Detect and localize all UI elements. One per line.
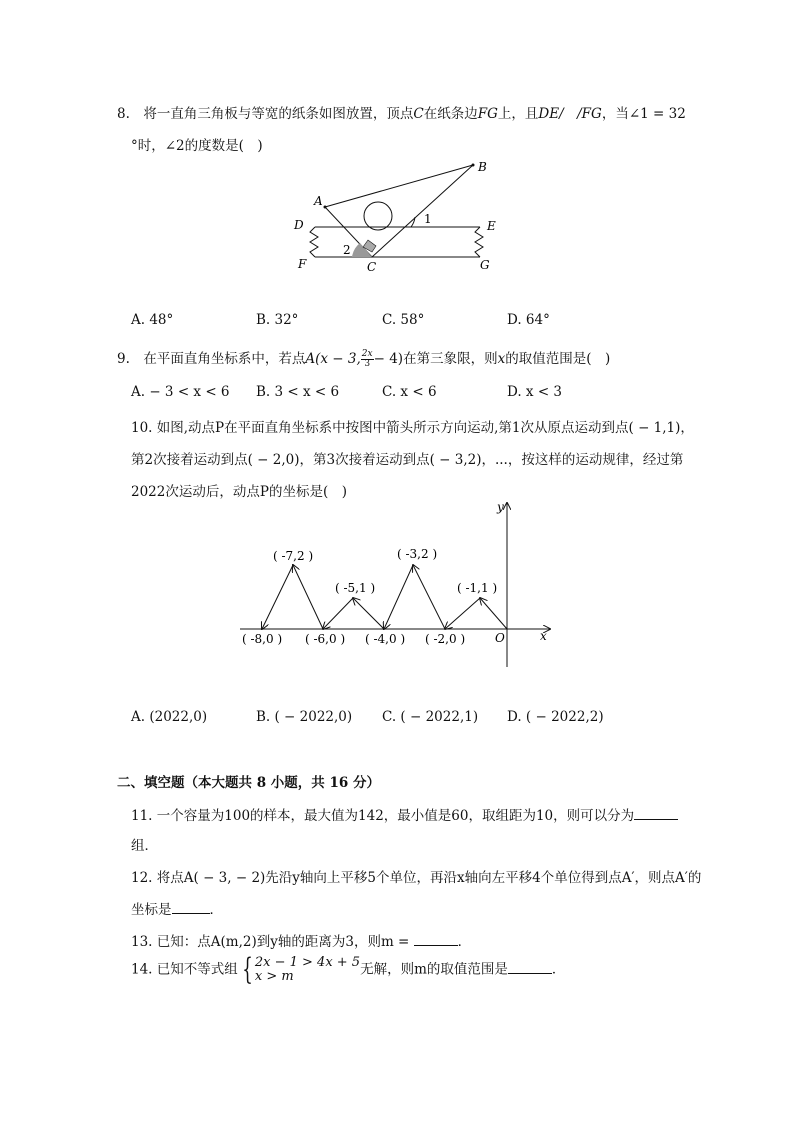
q12-text: ．: [209, 902, 223, 918]
q14-system: [255, 956, 360, 984]
label-point-m1-1: ( -1,1 ): [457, 581, 498, 595]
q9-option-a: A. − 3 < x < 6: [131, 384, 230, 400]
q13-text: 13. 已知：点A(m,2)到y轴的距离为3，则m =: [131, 934, 414, 950]
q12-line2: [131, 898, 223, 918]
q14-text: ．: [551, 961, 566, 978]
q9-point: A(x − 3,: [305, 351, 361, 367]
angle-1-mark: [411, 217, 415, 227]
move-1: [480, 598, 507, 629]
q10-line1: 10. 如图,动点P在平面直角坐标系中按图中箭头所示方向运动,第1次从原点运动到点( − 1,1)，: [131, 420, 694, 436]
q9-option-b: B. 3 < x < 6: [256, 384, 340, 400]
q8-var-fg: FG: [477, 106, 498, 122]
move-4: [384, 565, 413, 629]
q8-option-a: A. 48°: [131, 312, 174, 328]
q9-text: 9. 在平面直角坐标系中，若点: [117, 351, 306, 367]
move-7: [293, 565, 323, 629]
section-heading: 二、填空题（本大题共 8 小题，共 16 分）: [117, 775, 380, 791]
q11-text: 11. 一个容量为100的样本，最大值为142，最小值是60，取组距为10，则可以分为: [131, 808, 635, 824]
q8-option-c: C. 58°: [382, 312, 425, 328]
q13-answer-blank[interactable]: [414, 933, 458, 946]
label-angle-2: 2: [343, 243, 351, 257]
q8-option-b: B. 32°: [256, 312, 299, 328]
q13-text: ．: [457, 934, 472, 950]
move-6: [323, 598, 353, 629]
q9-text: − 4): [373, 351, 404, 367]
label-b: B: [478, 160, 487, 174]
label-e: E: [487, 219, 496, 233]
q11-line1: [131, 804, 678, 824]
q8-line1: [117, 102, 686, 122]
zigzag-right: [475, 227, 483, 257]
q9-option-d: D. x < 3: [507, 384, 563, 400]
move-8: [262, 565, 293, 629]
label-point-m5-1: ( -5,1 ): [335, 581, 376, 595]
q8-text: 8. 将一直角三角板与等宽的纸条如图放置，顶点: [117, 106, 414, 122]
label-f: F: [298, 257, 307, 271]
y-axis-label: y: [497, 500, 504, 514]
q12-text: 坐标是: [131, 902, 172, 918]
zigzag-left: [310, 227, 318, 257]
q10-line2: 第2次接着运动到点( − 2,0)，第3次接着运动到点( − 3,2)，...，按这样的运动规律，经过第: [131, 452, 684, 468]
q8-option-d: D. 64°: [507, 312, 550, 328]
q14-text: 14. 已知不等式组: [131, 961, 238, 978]
q10-line3: 2022次运动后，动点P的坐标是( ): [131, 484, 347, 500]
q10-option-d: D. ( − 2022,2): [507, 709, 604, 725]
q8-text: ，当∠1 = 32: [601, 106, 686, 122]
q8-var-c: C: [413, 106, 424, 122]
label-d: D: [294, 218, 304, 232]
label-point-m4-0: ( -4,0 ): [365, 632, 406, 646]
q11-answer-blank[interactable]: [634, 807, 678, 820]
origin-label: O: [495, 631, 505, 645]
label-point-m3-2: ( -3,2 ): [397, 547, 438, 561]
label-point-m2-0: ( -2,0 ): [425, 632, 466, 646]
q11-line2: 组．: [131, 838, 158, 854]
q8-line2: °时，∠2的度数是( ): [131, 138, 263, 154]
label-angle-1: 1: [424, 212, 432, 226]
label-a: A: [314, 194, 323, 208]
move-5: [353, 598, 384, 629]
q14-brace: {: [242, 952, 253, 987]
point-b: [472, 164, 475, 167]
q9-var-x: x: [497, 351, 506, 367]
q9-text: 的取值范围是( ): [505, 351, 611, 367]
label-g: G: [480, 258, 490, 272]
q14-answer-blank[interactable]: [508, 961, 552, 974]
q10-option-b: B. ( − 2022,0): [256, 709, 353, 725]
triangle-hole: [364, 202, 392, 230]
q9-frac-den: 3: [364, 359, 371, 369]
q14-line: [131, 952, 566, 987]
point-a: [324, 206, 327, 209]
q10-option-a: A. (2022,0): [131, 709, 208, 725]
q8-text: 在纸条边: [423, 106, 478, 122]
move-3: [413, 565, 445, 629]
q14-inequality-1: 2x − 1 > 4x + 5: [254, 955, 361, 970]
q10-graph: [235, 497, 560, 672]
q9-frac-num: 2x: [361, 349, 373, 359]
q14-text: 无解，则m的取值范围是: [360, 961, 508, 978]
x-axis-label: x: [540, 629, 547, 643]
q14-inequality-2: x > m: [254, 969, 294, 984]
q9-text: 在第三象限，则: [403, 351, 498, 367]
move-2: [445, 598, 480, 629]
q9-option-c: C. x < 6: [382, 384, 437, 400]
label-point-m8-0: ( -8,0 ): [242, 632, 283, 646]
q9-fraction: [361, 350, 374, 369]
q12-line1: 12. 将点A( − 3, − 2)先沿y轴向上平移5个单位，再沿x轴向左平移4个单位得到点A′，则点A′的: [131, 870, 702, 886]
q8-figure: [280, 155, 510, 275]
q9-line: [117, 347, 610, 369]
q8-var-de: DE/ /FG: [538, 106, 602, 122]
q13-line: [131, 930, 471, 950]
q8-text: 上，且: [497, 106, 539, 122]
label-point-m7-2: ( -7,2 ): [273, 549, 314, 563]
label-point-m6-0: ( -6,0 ): [305, 632, 346, 646]
q12-answer-blank[interactable]: [172, 901, 210, 914]
q10-option-c: C. ( − 2022,1): [382, 709, 479, 725]
label-c: C: [367, 260, 377, 274]
